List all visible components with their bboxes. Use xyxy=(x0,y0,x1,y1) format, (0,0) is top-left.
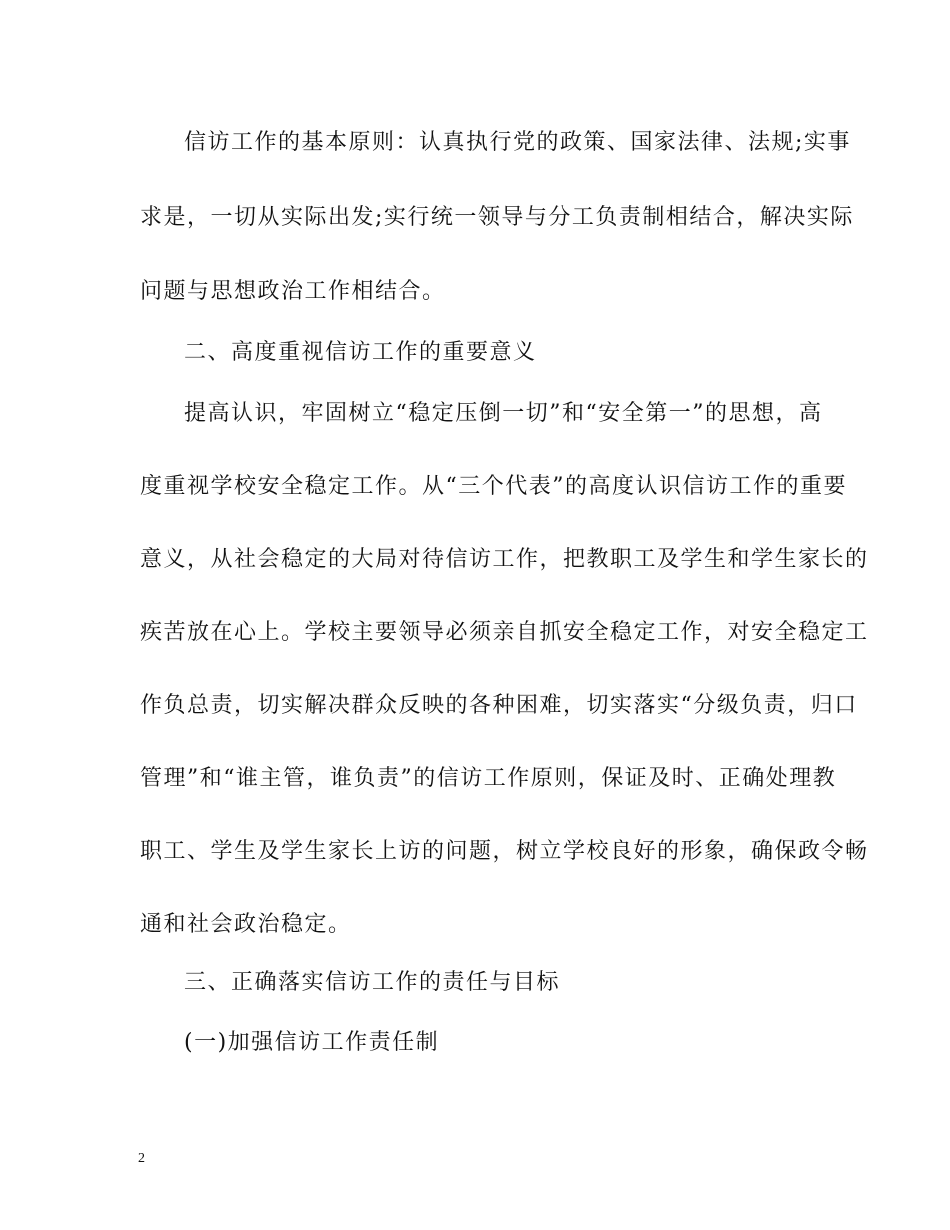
page-number: 2 xyxy=(138,1151,145,1166)
subsection-heading: (一)加强信访工作责任制 xyxy=(184,1030,440,1055)
paragraph-line: 度重视学校安全稳定工作。从“三个代表”的高度认识信访工作的重要 xyxy=(140,474,847,499)
paragraph-line: 信访工作的基本原则：认真执行党的政策、国家法律、法规;实事 xyxy=(184,130,851,155)
paragraph-line: 提高认识，牢固树立“稳定压倒一切”和“安全第一”的思想，高 xyxy=(184,401,823,426)
paragraph-line: 意义，从社会稳定的大局对待信访工作，把教职工及学生和学生家长的 xyxy=(140,547,869,572)
paragraph-line: 通和社会政治稳定。 xyxy=(140,912,352,937)
paragraph-line: 求是，一切从实际出发;实行统一领导与分工负责制相结合，解决实际 xyxy=(140,205,854,230)
paragraph-line: 问题与思想政治工作相结合。 xyxy=(140,279,446,304)
section-heading: 三、正确落实信访工作的责任与目标 xyxy=(184,970,561,995)
paragraph-line: 职工、学生及学生家长上访的问题，树立学校良好的形象，确保政令畅 xyxy=(140,839,869,864)
section-heading: 二、高度重视信访工作的重要意义 xyxy=(184,340,537,365)
paragraph-line: 管理”和“谁主管，谁负责”的信访工作原则，保证及时、正确处理教 xyxy=(140,766,837,791)
paragraph-line: 疾苦放在心上。学校主要领导必须亲自抓安全稳定工作，对安全稳定工 xyxy=(140,620,869,645)
paragraph-line: 作负总责，切实解决群众反映的各种困难，切实落实“分级负责，归口 xyxy=(140,693,858,718)
